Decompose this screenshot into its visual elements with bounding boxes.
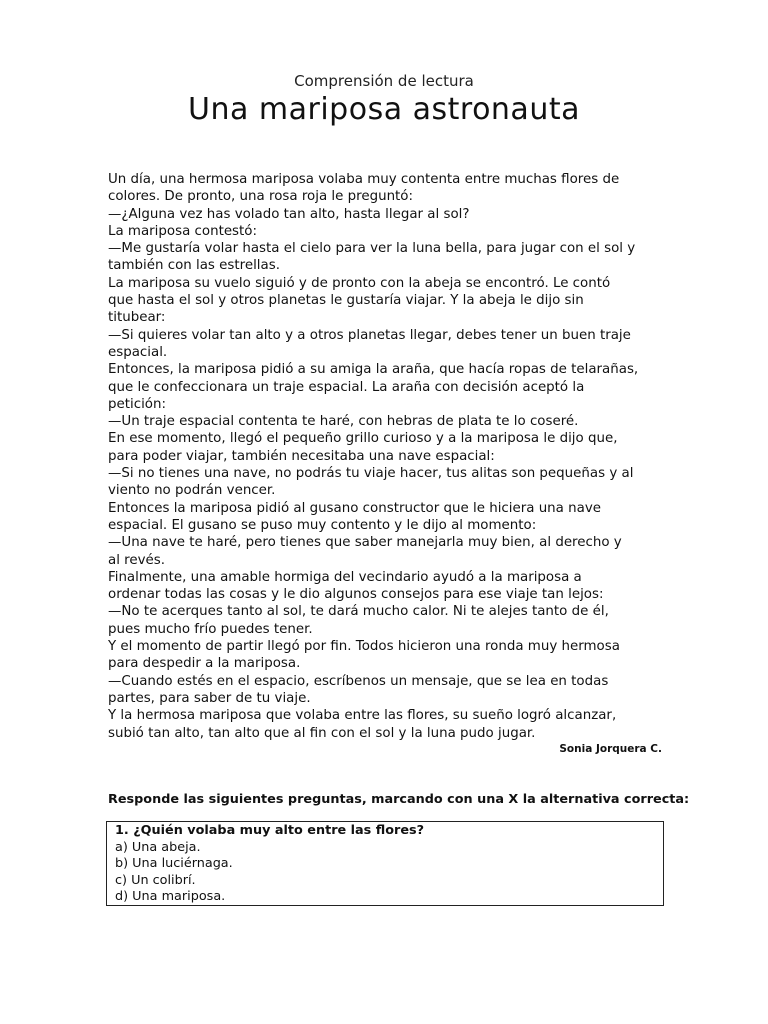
story-line: espacial. El gusano se puso muy contento y le dijo al momento: xyxy=(108,517,537,533)
story-line: espacial. xyxy=(108,344,168,360)
story-line: viento no podrán vencer. xyxy=(108,483,276,499)
story-line: petición: xyxy=(108,396,166,412)
story-line: que hasta el sol y otros planetas le gustaría viajar. Y la abeja le dijo sin xyxy=(108,293,584,309)
story-line: Entonces la mariposa pidió al gusano constructor que le hiciera una nave xyxy=(108,500,601,516)
answer-option-d[interactable]: d) Una mariposa. xyxy=(115,889,226,905)
story-line: para despedir a la mariposa. xyxy=(108,656,301,672)
story-author: Sonia Jorquera C. xyxy=(559,743,662,755)
story-line: —Un traje espacial contenta te haré, con hebras de plata te lo coseré. xyxy=(108,414,579,430)
story-line: En ese momento, llegó el pequeño grillo curioso y a la mariposa le dijo que, xyxy=(108,431,618,447)
reading-subtitle: Comprensión de lectura xyxy=(294,72,474,90)
story-line: La mariposa su vuelo siguió y de pronto con la abeja se encontró. Le contó xyxy=(108,275,611,291)
story-line: Y el momento de partir llegó por fin. Todos hicieron una ronda muy hermosa xyxy=(108,639,620,655)
answer-option-b[interactable]: b) Una luciérnaga. xyxy=(115,856,233,872)
story-line: también con las estrellas. xyxy=(108,258,280,274)
question-box xyxy=(106,821,664,906)
story-line: Finalmente, una amable hormiga del vecindario ayudó a la mariposa a xyxy=(108,569,582,585)
story-line: —Cuando estés en el espacio, escríbenos un mensaje, que se lea en todas xyxy=(108,673,609,689)
story-line: Un día, una hermosa mariposa volaba muy contenta entre muchas flores de xyxy=(108,172,620,187)
answer-option-a[interactable]: a) Una abeja. xyxy=(115,839,201,855)
story-line: subió tan alto, tan alto que al fin con el sol y la luna pudo jugar. xyxy=(108,725,536,741)
story-line: Entonces, la mariposa pidió a su amiga la araña, que hacía ropas de telarañas, xyxy=(108,362,639,378)
story-line: ordenar todas las cosas y le dio algunos consejos para ese viaje tan lejos: xyxy=(108,587,604,603)
questions-instruction: Responde las siguientes preguntas, marcando con una X la alternativa correcta: xyxy=(108,792,690,807)
story-line: partes, para saber de tu viaje. xyxy=(108,690,311,706)
story-line: que le confeccionara un traje espacial. La araña con decisión aceptó la xyxy=(108,379,585,395)
story-line: —¿Alguna vez has volado tan alto, hasta llegar al sol? xyxy=(108,206,470,222)
story-line: —Una nave te haré, pero tienes que saber manejarla muy bien, al derecho y xyxy=(108,535,622,551)
story-line: —No te acerques tanto al sol, te dará mucho calor. Ni te alejes tanto de él, xyxy=(108,604,609,620)
story-title: Una mariposa astronauta xyxy=(188,92,580,127)
question-text: 1. ¿Quién volaba muy alto entre las flores? xyxy=(115,823,425,838)
story-line: —Me gustaría volar hasta el cielo para ver la luna bella, para jugar con el sol y xyxy=(108,241,636,257)
story-line: —Si quieres volar tan alto y a otros planetas llegar, debes tener un buen traje xyxy=(108,327,631,343)
story-line: al revés. xyxy=(108,552,166,568)
story-body xyxy=(108,171,668,742)
story-line: titubear: xyxy=(108,310,166,326)
story-line: colores. De pronto, una rosa roja le preguntó: xyxy=(108,189,414,205)
story-line: para poder viajar, también necesitaba una nave espacial: xyxy=(108,448,495,464)
story-line: —Si no tienes una nave, no podrás tu viaje hacer, tus alitas son pequeñas y al xyxy=(108,466,634,482)
story-line: La mariposa contestó: xyxy=(108,223,257,239)
story-line: pues mucho frío puedes tener. xyxy=(108,621,313,637)
answer-option-c[interactable]: c) Un colibrí. xyxy=(115,872,196,888)
story-line: Y la hermosa mariposa que volaba entre las flores, su sueño logró alcanzar, xyxy=(108,708,617,724)
